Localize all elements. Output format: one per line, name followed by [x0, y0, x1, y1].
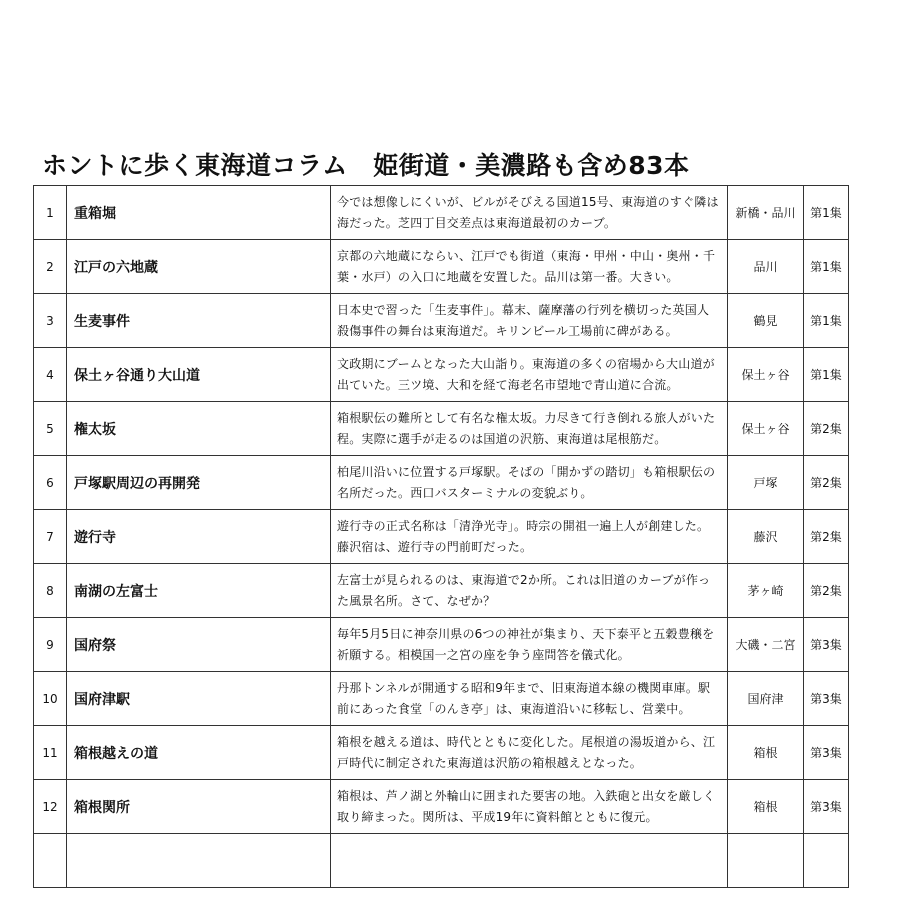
column-issue: 第3集 [804, 672, 849, 726]
column-issue: 第1集 [804, 348, 849, 402]
table-row [34, 672, 849, 726]
column-title: 生麦事件 [67, 294, 331, 348]
column-title: 箱根関所 [67, 780, 331, 834]
column-title: 国府津駅 [67, 672, 331, 726]
table-row [34, 780, 849, 834]
column-description: 日本史で習った「生麦事件」。幕末、薩摩藩の行列を横切った英国人殺傷事件の舞台は東海道だ。キリンビール工場前に碑がある。 [331, 294, 728, 348]
column-issue: 第1集 [804, 186, 849, 240]
column-location: 保土ヶ谷 [728, 348, 804, 402]
column-title: 権太坂 [67, 402, 331, 456]
column-description: 文政期にブームとなった大山詣り。東海道の多くの宿場から大山道が出ていた。三ツ境、大和を経て海老名市望地で青山道に合流。 [331, 348, 728, 402]
column-issue: 第1集 [804, 240, 849, 294]
column-location: 箱根 [728, 726, 804, 780]
row-number: 4 [34, 348, 67, 402]
row-number: 10 [34, 672, 67, 726]
table-row [34, 510, 849, 564]
column-description: 箱根は、芦ノ湖と外輪山に囲まれた要害の地。入鉄砲と出女を厳しく取り締まった。関所は、平成19年に資料館とともに復元。 [331, 780, 728, 834]
column-location: 箱根 [728, 780, 804, 834]
row-number: 12 [34, 780, 67, 834]
row-number: 9 [34, 618, 67, 672]
row-number: 2 [34, 240, 67, 294]
column-description: 京都の六地蔵にならい、江戸でも街道（東海・甲州・中山・奥州・千葉・水戸）の入口に地蔵を安置した。品川は第一番。大きい。 [331, 240, 728, 294]
column-description: 今では想像しにくいが、ビルがそびえる国道15号、東海道のすぐ隣は海だった。芝四丁目交差点は東海道最初のカーブ。 [331, 186, 728, 240]
row-number: 1 [34, 186, 67, 240]
column-table [33, 185, 849, 888]
column-description: 柏尾川沿いに位置する戸塚駅。そばの「開かずの踏切」も箱根駅伝の名所だった。西口バスターミナルの変貌ぶり。 [331, 456, 728, 510]
column-issue: 第2集 [804, 456, 849, 510]
column-issue: 第1集 [804, 294, 849, 348]
table-row-partial [34, 834, 849, 888]
column-description: 左富士が見られるのは、東海道で2か所。これは旧道のカーブが作った風景名所。さて、なぜか？ [331, 564, 728, 618]
column-title: 江戸の六地蔵 [67, 240, 331, 294]
column-location: 新橋・品川 [728, 186, 804, 240]
table-row [34, 348, 849, 402]
table-row [34, 294, 849, 348]
column-description-empty [331, 834, 728, 888]
table-row [34, 186, 849, 240]
column-description: 遊行寺の正式名称は「清浄光寺」。時宗の開祖一遍上人が創建した。藤沢宿は、遊行寺の門前町だった。 [331, 510, 728, 564]
table-row [34, 618, 849, 672]
column-table-container [33, 185, 848, 824]
row-number: 8 [34, 564, 67, 618]
column-issue: 第3集 [804, 618, 849, 672]
column-description: 毎年5月5日に神奈川県の6つの神社が集まり、天下泰平と五穀豊穣を祈願する。相模国一之宮の座を争う座問答を儀式化。 [331, 618, 728, 672]
row-number: 3 [34, 294, 67, 348]
column-issue: 第3集 [804, 726, 849, 780]
column-location: 藤沢 [728, 510, 804, 564]
table-row [34, 726, 849, 780]
column-title: 保土ヶ谷通り大山道 [67, 348, 331, 402]
column-location: 国府津 [728, 672, 804, 726]
column-issue: 第2集 [804, 510, 849, 564]
column-issue: 第3集 [804, 780, 849, 834]
row-number-empty [34, 834, 67, 888]
column-location: 戸塚 [728, 456, 804, 510]
column-issue: 第2集 [804, 402, 849, 456]
column-title: 戸塚駅周辺の再開発 [67, 456, 331, 510]
row-number: 6 [34, 456, 67, 510]
column-description: 箱根駅伝の難所として有名な権太坂。力尽きて行き倒れる旅人がいた程。実際に選手が走るのは国道の沢筋、東海道は尾根筋だ。 [331, 402, 728, 456]
column-title: 重箱堀 [67, 186, 331, 240]
page-title: ホントに歩く東海道コラム 姫街道・美濃路も含め83本 [42, 151, 690, 180]
table-row [34, 240, 849, 294]
column-location-empty [728, 834, 804, 888]
column-title: 国府祭 [67, 618, 331, 672]
column-table-body [34, 186, 849, 888]
column-location: 茅ヶ崎 [728, 564, 804, 618]
table-row [34, 402, 849, 456]
column-issue-empty [804, 834, 849, 888]
table-row [34, 564, 849, 618]
column-location: 保土ヶ谷 [728, 402, 804, 456]
column-location: 鶴見 [728, 294, 804, 348]
column-location: 大磯・二宮 [728, 618, 804, 672]
column-title: 南湖の左富士 [67, 564, 331, 618]
column-description: 丹那トンネルが開通する昭和9年まで、旧東海道本線の機関車庫。駅前にあった食堂「のんき亭」は、東海道沿いに移転し、営業中。 [331, 672, 728, 726]
table-row [34, 456, 849, 510]
column-issue: 第2集 [804, 564, 849, 618]
column-title-empty [67, 834, 331, 888]
column-title: 箱根越えの道 [67, 726, 331, 780]
row-number: 11 [34, 726, 67, 780]
column-title: 遊行寺 [67, 510, 331, 564]
row-number: 7 [34, 510, 67, 564]
column-location: 品川 [728, 240, 804, 294]
row-number: 5 [34, 402, 67, 456]
column-description: 箱根を越える道は、時代とともに変化した。尾根道の湯坂道から、江戸時代に制定された東海道は沢筋の箱根越えとなった。 [331, 726, 728, 780]
